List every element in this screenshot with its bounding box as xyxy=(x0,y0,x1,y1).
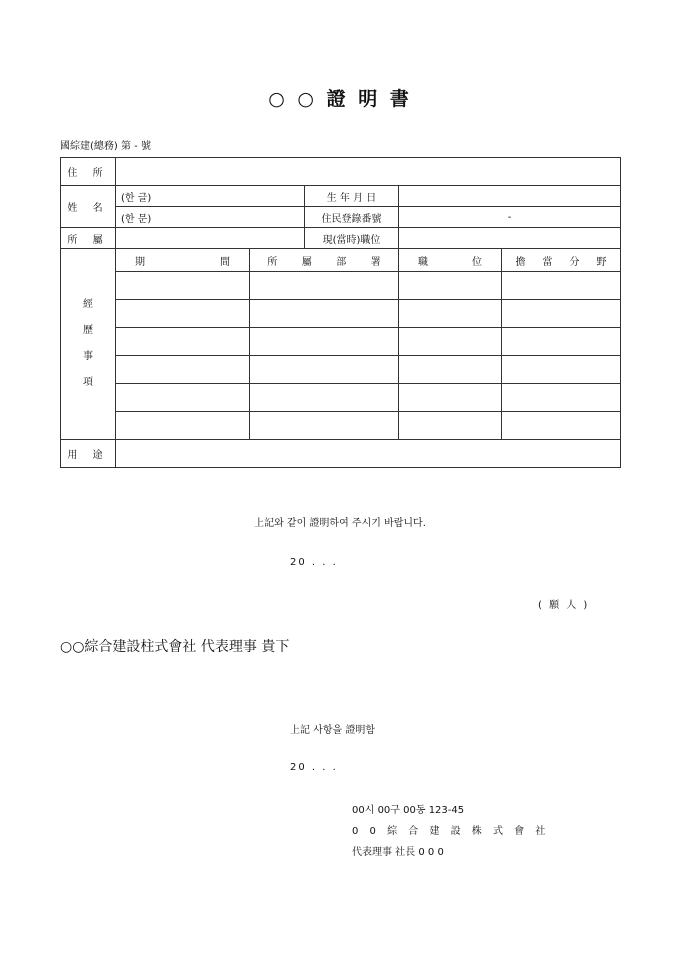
header-char: 分 xyxy=(569,256,580,268)
history-cell[interactable] xyxy=(116,300,250,328)
history-row xyxy=(61,300,621,328)
history-char: 經 xyxy=(83,299,93,310)
history-cell[interactable] xyxy=(250,300,399,328)
header-period xyxy=(116,249,250,272)
header-char: 職 xyxy=(418,256,428,268)
history-cell[interactable] xyxy=(502,300,621,328)
history-cell[interactable] xyxy=(399,272,502,300)
history-cell[interactable] xyxy=(399,412,502,440)
history-cell[interactable] xyxy=(399,328,502,356)
issuer-company: 0 0 綜 合 建 設 株 式 會 社 xyxy=(352,826,550,837)
history-char: 歷 xyxy=(83,325,93,336)
history-row xyxy=(61,384,621,412)
history-cell[interactable] xyxy=(250,272,399,300)
header-char: 部 xyxy=(336,256,347,268)
history-row xyxy=(61,356,621,384)
history-cell[interactable] xyxy=(399,384,502,412)
addressee: ○○綜合建設柱式會社 代表理事 貴下 xyxy=(60,639,290,655)
history-cell[interactable] xyxy=(502,328,621,356)
header-char: 屬 xyxy=(301,256,312,268)
name-korean-field[interactable] xyxy=(116,186,305,207)
history-char: 項 xyxy=(83,377,93,388)
header-char: 間 xyxy=(220,256,230,268)
certification-statement: 上記 사항을 證明함 xyxy=(290,725,375,736)
history-row xyxy=(61,328,621,356)
document-number: 國綜建(總務) 第 - 號 xyxy=(60,141,151,152)
purpose-label: 用 途 xyxy=(61,440,116,468)
certificate-form xyxy=(60,157,621,468)
history-cell[interactable] xyxy=(399,300,502,328)
history-row xyxy=(61,412,621,440)
header-char: 署 xyxy=(370,256,381,268)
history-row xyxy=(61,272,621,300)
resident-number-field[interactable] xyxy=(399,207,621,228)
request-notice: 上記와 같이 證明하여 주시기 바랍니다. xyxy=(254,518,426,529)
affiliation-field[interactable] xyxy=(116,228,305,249)
header-field xyxy=(502,249,621,272)
certification-date: 20 . . . xyxy=(290,762,338,773)
name-label: 姓 名 xyxy=(61,186,116,228)
header-position xyxy=(399,249,502,272)
header-char: 擔 xyxy=(515,256,526,268)
application-date: 20 . . . xyxy=(290,557,338,568)
header-char: 當 xyxy=(542,256,553,268)
history-char: 事 xyxy=(83,351,93,362)
applicant-label: ( 願 人 ) xyxy=(538,600,590,611)
history-cell[interactable] xyxy=(250,412,399,440)
header-char: 期 xyxy=(135,256,145,268)
birth-label: 生 年 月 日 xyxy=(305,186,399,207)
header-char: 位 xyxy=(472,256,482,268)
name-hanja-label: (한 문) xyxy=(121,213,152,225)
page-title: ○ ○ 證 明 書 xyxy=(268,88,412,110)
history-cell[interactable] xyxy=(399,356,502,384)
position-field[interactable] xyxy=(399,228,621,249)
birth-field[interactable] xyxy=(399,186,621,207)
history-cell[interactable] xyxy=(116,356,250,384)
history-cell[interactable] xyxy=(250,356,399,384)
history-cell[interactable] xyxy=(502,272,621,300)
address-field[interactable] xyxy=(116,158,621,186)
purpose-field[interactable] xyxy=(116,440,621,468)
issuer-block xyxy=(352,800,549,863)
address-label: 住 所 xyxy=(61,158,116,186)
history-cell[interactable] xyxy=(502,384,621,412)
history-cell[interactable] xyxy=(502,412,621,440)
resident-number-dash: - xyxy=(507,211,512,223)
issuer-representative: 代表理事 社長 0 0 0 xyxy=(352,847,444,858)
history-cell[interactable] xyxy=(502,356,621,384)
name-hanja-field[interactable] xyxy=(116,207,305,228)
resident-number-label: 住民登錄番號 xyxy=(305,207,399,228)
affiliation-label: 所 屬 xyxy=(61,228,116,249)
history-cell[interactable] xyxy=(116,272,250,300)
history-cell[interactable] xyxy=(116,412,250,440)
header-dept xyxy=(250,249,399,272)
history-label xyxy=(61,249,116,440)
name-korean-label: (한 글) xyxy=(121,192,152,204)
history-cell[interactable] xyxy=(250,328,399,356)
history-cell[interactable] xyxy=(250,384,399,412)
history-cell[interactable] xyxy=(116,328,250,356)
history-cell[interactable] xyxy=(116,384,250,412)
header-char: 野 xyxy=(596,256,607,268)
issuer-address: 00시 00구 00동 123-45 xyxy=(352,805,465,816)
header-char: 所 xyxy=(267,256,278,268)
position-label: 現(當時)職位 xyxy=(305,228,399,249)
